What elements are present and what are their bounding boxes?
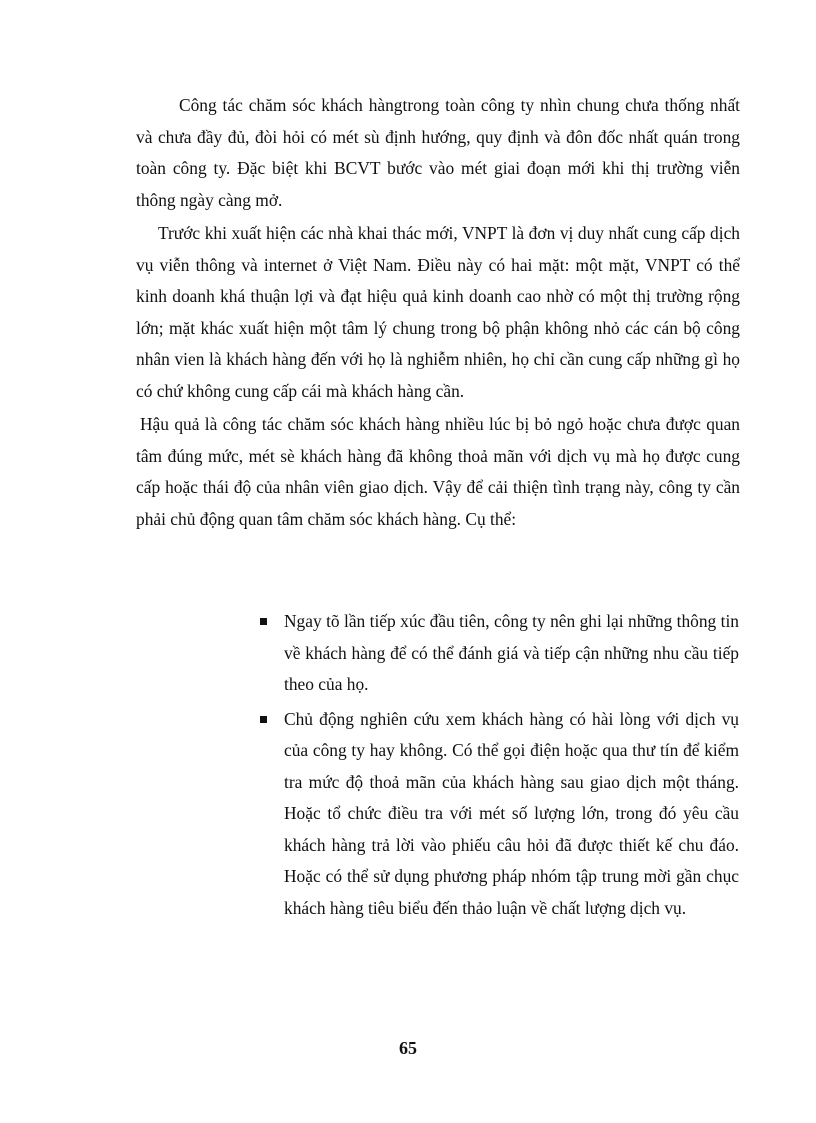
body-text xyxy=(136,90,740,537)
list-item-text: Chủ động nghiên cứu xem khách hàng có hài lòng với dịch vụ của công ty hay không. Có thể gọi điện hoặc qua thư tín để kiểm tra mức độ thoả mãn của khách hàng sau giao dịch một tháng. Hoặc tổ chức điều tra với mét số lượng lớn, trong đó yêu cầu khách hàng trả lời vào phiếu câu hỏi đã được thiết kế chu đáo. Hoặc có thể sử dụng phương pháp nhóm tập trung mời gần chục khách hàng tiêu biểu đến thảo luận về chất lượng dịch vụ. xyxy=(284,708,739,918)
square-bullet-icon xyxy=(260,618,267,625)
paragraph-3: Hậu quả là công tác chăm sóc khách hàng nhiều lúc bị bỏ ngỏ hoặc chưa được quan tâm đúng mức, mét sè khách hàng đã không thoả mãn với dịch vụ mà họ được cung cấp hoặc thái độ của nhân viên giao dịch. Vậy để cải thiện tình trạng này, công ty cần phải chủ động quan tâm chăm sóc khách hàng. Cụ thể: xyxy=(136,414,740,529)
square-bullet-icon xyxy=(260,716,267,723)
paragraph-2: Trước khi xuất hiện các nhà khai thác mới, VNPT là đơn vị duy nhất cung cấp dịch vụ viễn thông và internet ở Việt Nam. Điều này có hai mặt: một mặt, VNPT có thể kinh doanh khá thuận lợi và đạt hiệu quả kinh doanh cao nhờ có một thị trường rộng lớn; mặt khác xuất hiện một tâm lý chung trong bộ phận không nhỏ các cán bộ công nhân vien là khách hàng đến với họ là nghiễm nhiên, họ chỉ cần cung cấp những gì họ có chứ không cung cấp cái mà khách hàng cần. xyxy=(136,223,740,401)
page-number: 65 xyxy=(399,1038,417,1058)
list-item xyxy=(257,704,739,925)
bullet-list xyxy=(257,606,739,927)
paragraph-1: Công tác chăm sóc khách hàngtrong toàn công ty nhìn chung chưa thống nhất và chưa đầy đủ, đòi hỏi có mét sù định hướng, quy định và đôn đốc nhất quán trong toàn công ty. Đặc biệt khi BCVT bước vào mét giai đoạn mới khi thị trường viễn thông ngày càng mở. xyxy=(136,95,740,210)
list-item-text: Ngay tõ lần tiếp xúc đầu tiên, công ty nên ghi lại những thông tin về khách hàng để có thể đánh giá và tiếp cận những nhu cầu tiếp theo của họ. xyxy=(284,611,739,694)
list-item xyxy=(257,606,739,701)
